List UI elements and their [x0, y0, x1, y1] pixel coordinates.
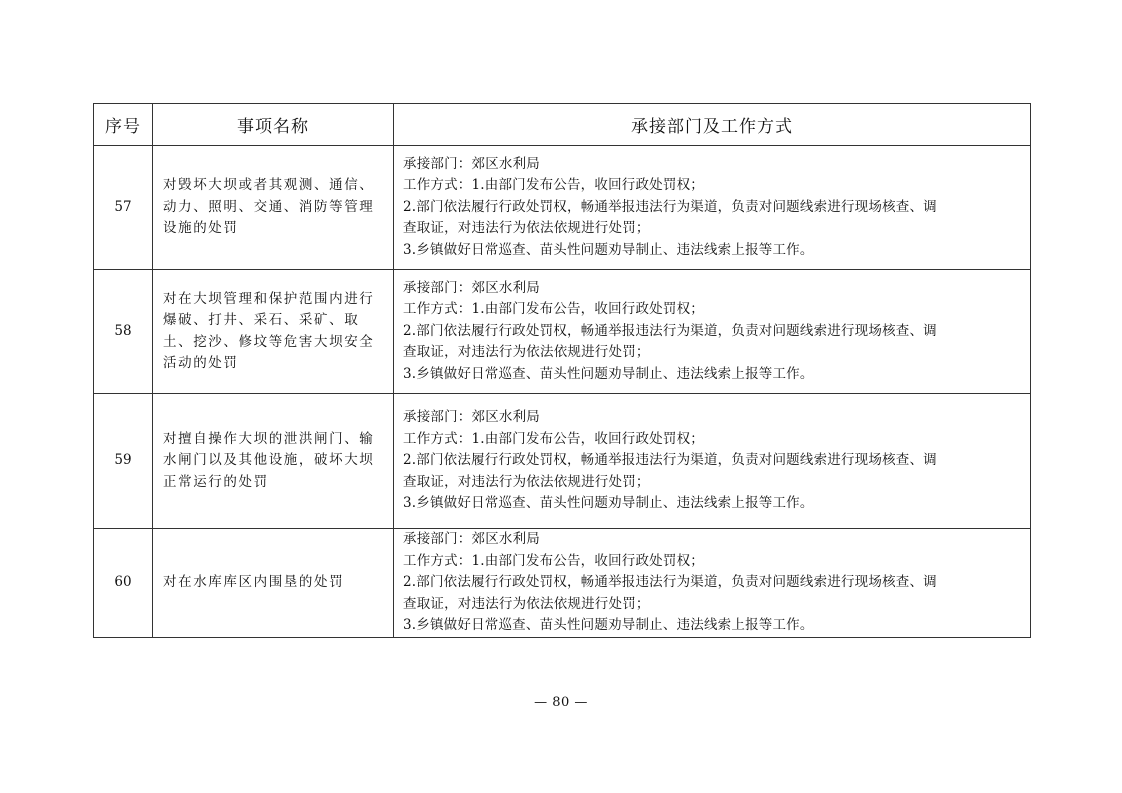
table-header-row	[94, 104, 1031, 146]
department-method-cell	[394, 394, 1031, 529]
department-method-cell	[394, 146, 1031, 270]
department-method-cell	[394, 529, 1031, 638]
dept-line: 承接部门：郊区水利局	[403, 279, 540, 296]
dept-line: 3.乡镇做好日常巡查、苗头性问题劝导制止、违法线索上报等工作。	[403, 365, 814, 382]
dept-line: 3.乡镇做好日常巡查、苗头性问题劝导制止、违法线索上报等工作。	[403, 495, 814, 512]
dept-line: 工作方式：1.由部门发布公告，收回行政处罚权；	[403, 301, 704, 318]
dept-line: 2.部门依法履行行政处罚权，畅通举报违法行为渠道，负责对问题线索进行现场核查、调	[403, 322, 937, 339]
dept-line: 工作方式：1.由部门发布公告，收回行政处罚权；	[403, 552, 704, 569]
table-row	[94, 529, 1031, 638]
serial-number-cell: 57	[94, 146, 153, 270]
serial-number-cell: 60	[94, 529, 153, 638]
dept-line: 查取证，对违法行为依法依规进行处罚；	[403, 220, 650, 237]
header-department-and-method: 承接部门及工作方式	[394, 104, 1031, 146]
page-number: — 80 —	[534, 695, 588, 710]
table-row	[94, 394, 1031, 529]
dept-line: 查取证，对违法行为依法依规进行处罚；	[403, 595, 650, 612]
dept-line: 承接部门：郊区水利局	[403, 531, 540, 547]
matter-name-cell: 对毁坏大坝或者其观测、通信、动力、照明、交通、消防等管理设施的处罚	[153, 146, 394, 270]
header-serial-number: 序号	[94, 104, 153, 146]
serial-number-cell: 59	[94, 394, 153, 529]
dept-line: 承接部门：郊区水利局	[403, 155, 540, 172]
dept-line: 查取证，对违法行为依法依规进行处罚；	[403, 344, 650, 361]
table-row	[94, 270, 1031, 394]
dept-line: 2.部门依法履行行政处罚权，畅通举报违法行为渠道，负责对问题线索进行现场核查、调	[403, 452, 937, 469]
dept-line: 3.乡镇做好日常巡查、苗头性问题劝导制止、违法线索上报等工作。	[403, 241, 814, 258]
dept-line: 工作方式：1.由部门发布公告，收回行政处罚权；	[403, 177, 704, 194]
dept-line: 2.部门依法履行行政处罚权，畅通举报违法行为渠道，负责对问题线索进行现场核查、调	[403, 198, 937, 215]
department-method-cell	[394, 270, 1031, 394]
dept-line: 工作方式：1.由部门发布公告，收回行政处罚权；	[403, 430, 704, 447]
matters-table	[93, 103, 1031, 638]
table-row	[94, 146, 1031, 270]
matter-name-cell: 对在大坝管理和保护范围内进行爆破、打井、采石、采矿、取土、挖沙、修坟等危害大坝安全活动的处罚	[153, 270, 394, 394]
matter-name-cell: 对擅自操作大坝的泄洪闸门、输水闸门以及其他设施，破坏大坝正常运行的处罚	[153, 394, 394, 529]
serial-number-cell: 58	[94, 270, 153, 394]
dept-line: 2.部门依法履行行政处罚权，畅通举报违法行为渠道，负责对问题线索进行现场核查、调	[403, 574, 937, 590]
dept-line: 查取证，对违法行为依法依规进行处罚；	[403, 473, 650, 490]
dept-line: 3.乡镇做好日常巡查、苗头性问题劝导制止、违法线索上报等工作。	[403, 617, 814, 633]
matter-name-cell: 对在水库库区内围垦的处罚	[153, 529, 394, 638]
dept-line: 承接部门：郊区水利局	[403, 409, 540, 426]
header-matter-name: 事项名称	[153, 104, 394, 146]
